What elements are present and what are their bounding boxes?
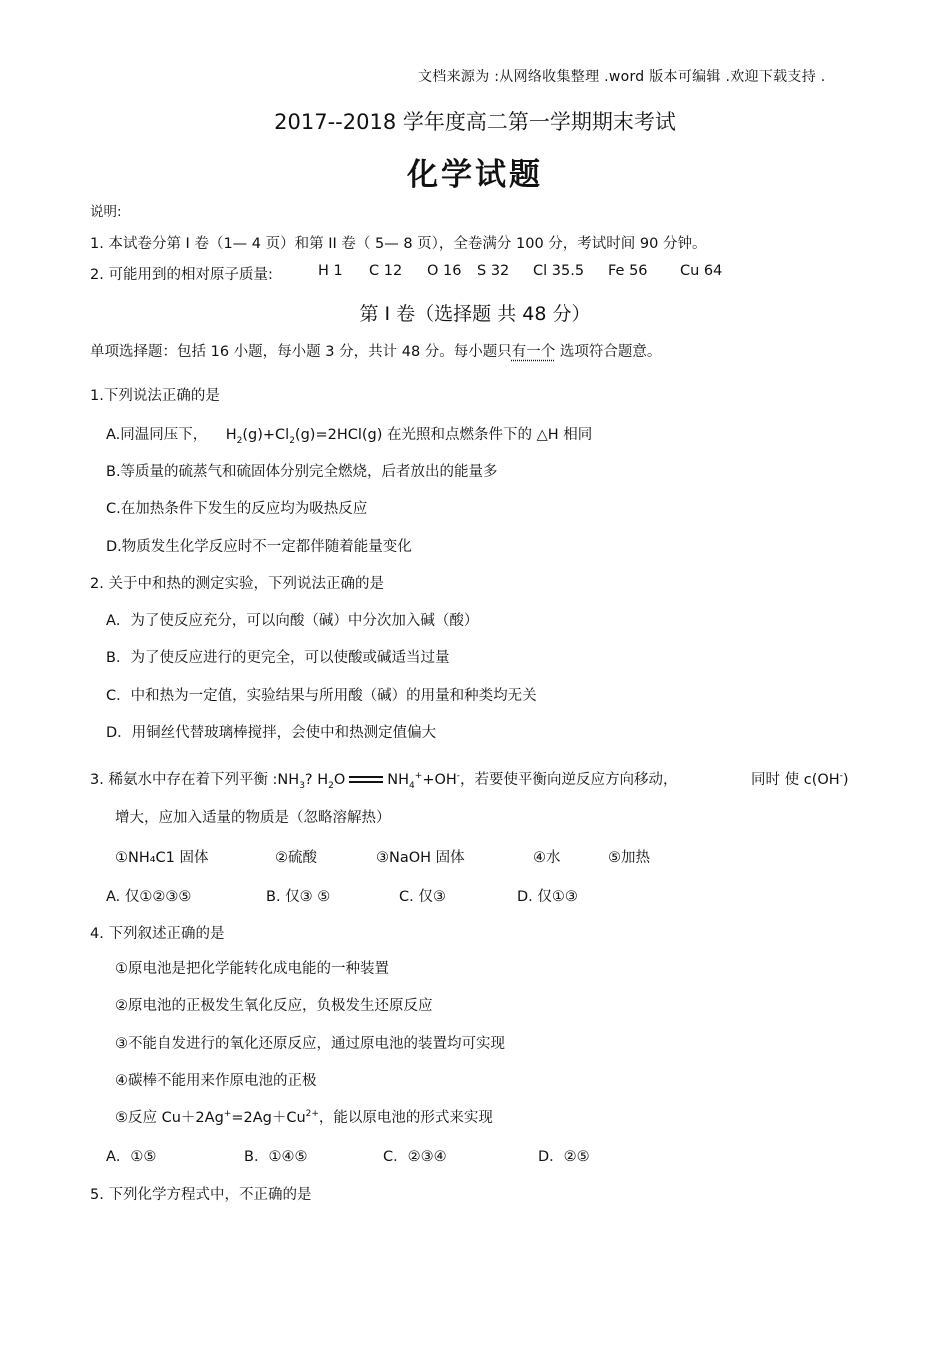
section-heading: 第 I 卷（选择题 共 48 分） [359, 303, 591, 325]
q3-option-b: B. 仅③ ⑤ [266, 889, 331, 905]
q2-stem: 2. 关于中和热的测定实验，下列说法正确的是 [90, 576, 384, 592]
q3-stem-2: 增大，应加入适量的物质是（忽略溶解热） [115, 810, 391, 826]
q1-a-sub2: 2 [289, 435, 295, 446]
q5-stem: 5. 下列化学方程式中，不正确的是 [90, 1187, 312, 1203]
q4-s5-sup1: + [223, 1109, 232, 1120]
q1-option-c: C.在加热条件下发生的反应均为吸热反应 [106, 501, 368, 517]
mass-s: S 32 [477, 263, 510, 279]
q1-a-sub1: 2 [236, 435, 243, 446]
q3-stem [90, 768, 678, 791]
q4-option-d: D．②⑤ [538, 1149, 590, 1165]
q4-option-b: B．①④⑤ [244, 1149, 308, 1165]
q2-option-a: A．为了使反应充分，可以向酸（碱）中分次加入碱（酸） [106, 613, 479, 629]
q4-statement-5 [115, 1106, 493, 1127]
exam-title: 2017--2018 学年度高二第一学期期末考试 [274, 110, 676, 134]
q1-option-a [106, 423, 592, 446]
instruction-emphasis: 有一个 [511, 344, 556, 360]
q3-item-3: ③NaOH 固体 [376, 850, 465, 866]
q1-a-h: H [225, 427, 237, 443]
q1-a-pre: A.同温同压下， [106, 427, 208, 443]
instruction-part-b: 选项符合题意。 [555, 344, 662, 360]
mass-o: O 16 [427, 263, 462, 279]
header-note: 文档来源为 :从网络收集整理 .word 版本可编辑 .欢迎下载支持 . [418, 69, 826, 85]
q1-a-mid: (g)+Cl [242, 427, 290, 443]
q3-stem-f: ，若要使平衡向逆反应方向移动， [460, 772, 678, 788]
q3-stem-tail [751, 768, 849, 789]
q3-item-2: ②硫酸 [275, 850, 317, 866]
q4-statement-3: ③不能自发进行的氧化还原反应，通过原电池的装置均可实现 [115, 1036, 505, 1052]
q3-stem-h: ) [842, 772, 849, 788]
mass-c: C 12 [369, 263, 403, 279]
mass-fe: Fe 56 [608, 263, 648, 279]
q3-option-c: C. 仅③ [399, 889, 446, 905]
q3-option-a: A. 仅①②③⑤ [106, 889, 192, 905]
q1-option-d: D.物质发生化学反应时不一定都伴随着能量变化 [106, 539, 412, 555]
q3-stem-a: 3. 稀氨水中存在着下列平衡 :NH [90, 772, 300, 788]
q3-sup-minus2: - [839, 771, 843, 782]
q2-option-b: B．为了使反应进行的更完全，可以使酸或碱适当过量 [106, 650, 450, 666]
q4-s5-sup2: 2+ [305, 1109, 319, 1120]
mass-cu: Cu 64 [680, 263, 723, 279]
equilibrium-arrow-icon [349, 774, 383, 786]
mass-h: H 1 [318, 263, 343, 279]
subject-title: 化学试题 [407, 157, 543, 193]
q1-a-post: (g)=2HCl(g) 在光照和点燃条件下的 △H 相同 [294, 427, 593, 443]
notes-item-2 [90, 263, 273, 284]
q3-stem-d: NH [387, 772, 410, 788]
q3-stem-c: O [333, 772, 346, 788]
q4-stem: 4. 下列叙述正确的是 [90, 926, 225, 942]
q3-item-4: ④水 [533, 850, 561, 866]
q3-item-1: ①NH₄C1 固体 [115, 850, 209, 866]
q3-sup-minus: - [456, 771, 461, 782]
q3-sub2: 2 [328, 780, 334, 791]
q4-s5-b: =2Ag＋Cu [231, 1110, 306, 1126]
instruction-part-a: 单项选择题：包括 16 小题，每小题 3 分，共计 48 分。每小题只 [90, 344, 512, 360]
q3-sup-plus: + [414, 771, 423, 782]
q1-option-b: B.等质量的硫蒸气和硫固体分别完全燃烧，后者放出的能量多 [106, 464, 498, 480]
q4-statement-2: ②原电池的正极发生氧化反应，负极发生还原反应 [115, 998, 433, 1014]
q4-s5-c: ，能以原电池的形式来实现 [318, 1110, 493, 1126]
q4-statement-4: ④碳棒不能用来作原电池的正极 [115, 1073, 317, 1089]
section-instruction [90, 340, 661, 361]
q3-sub3: 3 [299, 780, 305, 791]
q4-s5-a: ⑤反应 Cu＋2Ag [115, 1110, 224, 1126]
q4-option-c: C．②③④ [383, 1149, 447, 1165]
q3-sub4: 4 [409, 780, 415, 791]
q2-option-c: C．中和热为一定值，实验结果与所用酸（碱）的用量和种类均无关 [106, 688, 537, 704]
q3-item-5: ⑤加热 [608, 850, 650, 866]
mass-cl: Cl 35.5 [533, 263, 585, 279]
q3-stem-g: 同时 使 c(OH [751, 772, 840, 788]
q3-option-d: D. 仅①③ [517, 889, 578, 905]
q3-stem-b: ? H [304, 772, 329, 788]
q1-stem: 1.下列说法正确的是 [90, 388, 220, 404]
q4-statement-1: ①原电池是把化学能转化成电能的一种装置 [115, 961, 389, 977]
q2-option-d: D．用铜丝代替玻璃棒搅拌，会使中和热测定值偏大 [106, 725, 437, 741]
q4-option-a: A．①⑤ [106, 1149, 157, 1165]
notes-label: 说明: [90, 204, 122, 220]
notes-item-1: 1. 本试卷分第 I 卷（1— 4 页）和第 II 卷（ 5— 8 页），全卷满分 100 分，考试时间 90 分钟。 [90, 236, 707, 252]
notes-item-2-prefix: 2. 可能用到的相对原子质量: [90, 267, 273, 283]
q3-stem-e: +OH [422, 772, 457, 788]
